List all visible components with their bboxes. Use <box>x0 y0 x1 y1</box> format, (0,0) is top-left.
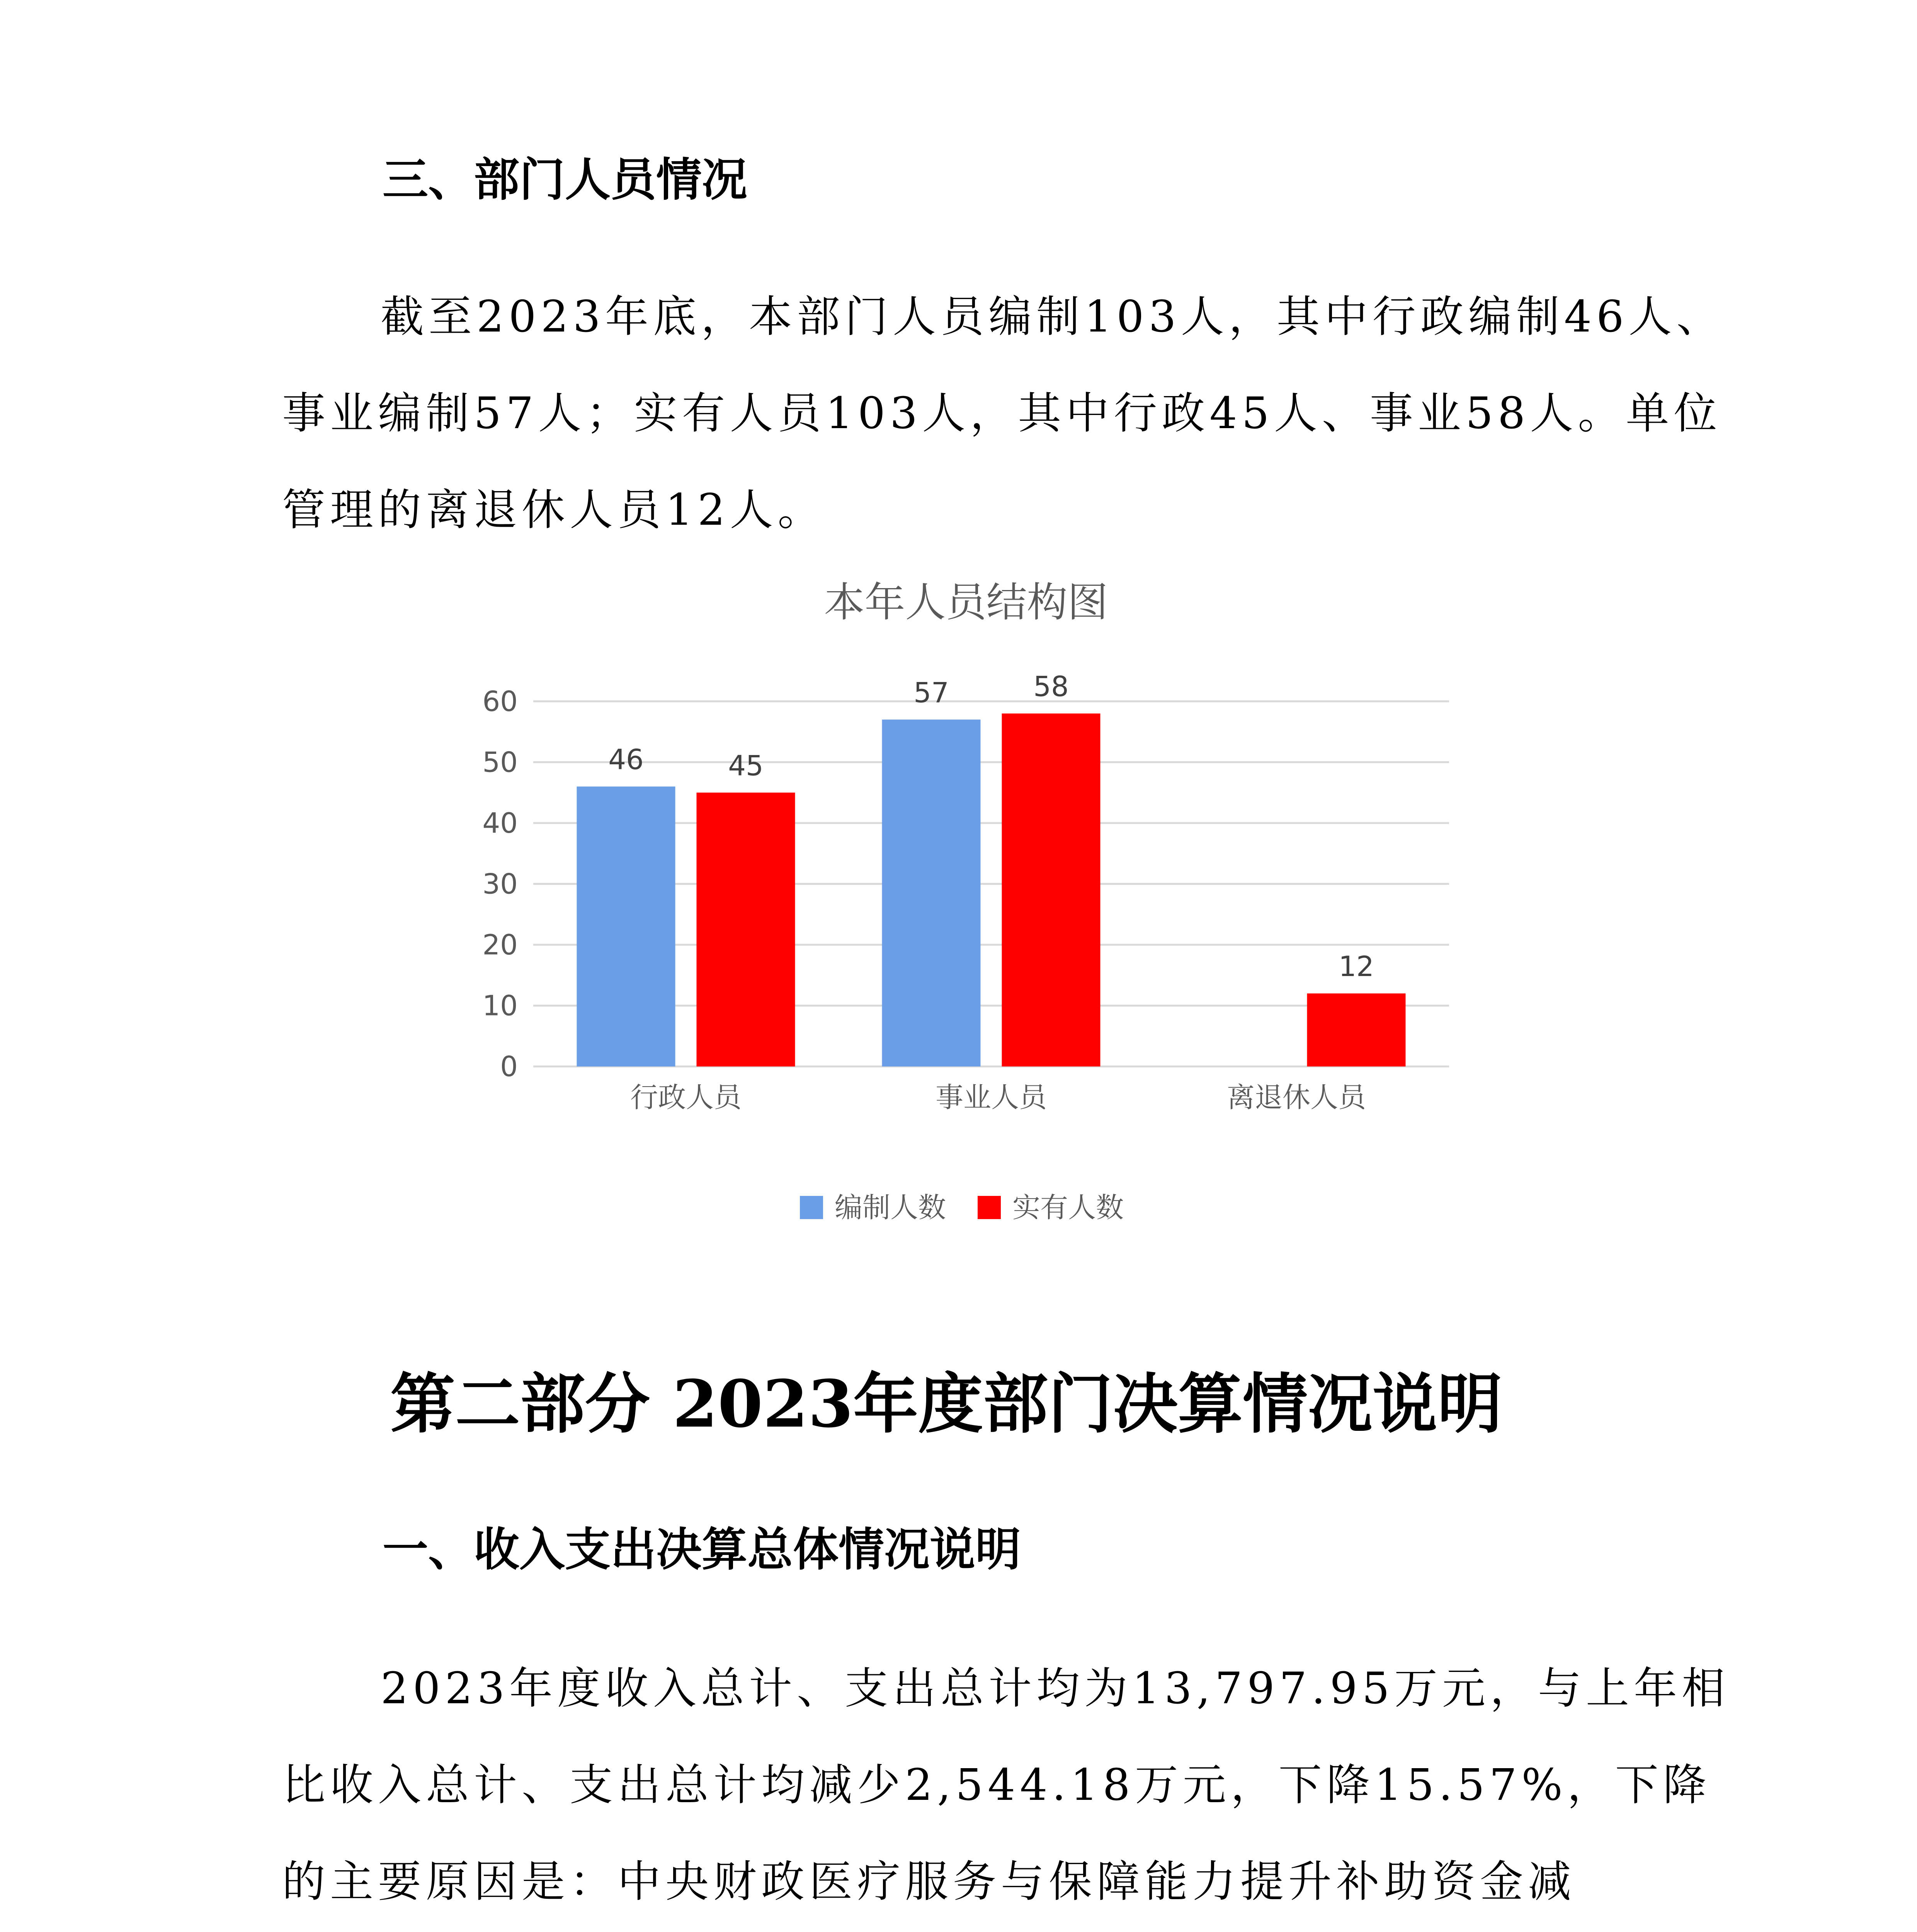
section-heading-income-expense: 一、收入支出决算总体情况说明 <box>383 1523 1021 1576</box>
bar <box>697 793 795 1066</box>
data-label: 12 <box>1339 950 1374 983</box>
chart-title: 本年人员结构图 <box>824 579 1108 626</box>
paragraph-line: 的主要原因是：中央财政医疗服务与保障能力提升补助资金减 <box>282 1857 1576 1907</box>
data-label: 58 <box>1033 670 1069 703</box>
bar <box>1307 993 1406 1066</box>
data-label: 57 <box>913 676 949 709</box>
legend-label: 编制人数 <box>835 1191 946 1224</box>
y-tick-label: 10 <box>482 989 518 1022</box>
data-label: 46 <box>608 743 644 776</box>
bar <box>1002 714 1101 1067</box>
y-tick-label: 20 <box>482 929 518 961</box>
x-tick-label: 事业人员 <box>935 1081 1047 1114</box>
data-label: 45 <box>728 749 764 782</box>
legend-swatch <box>800 1196 823 1219</box>
y-tick-label: 60 <box>482 685 518 718</box>
y-tick-label: 0 <box>500 1050 518 1083</box>
paragraph-line: 截至2023年底，本部门人员编制103人，其中行政编制46人、 <box>381 292 1725 342</box>
personnel-structure-chart <box>425 560 1507 1275</box>
bar <box>577 787 675 1067</box>
y-tick-label: 40 <box>482 807 518 839</box>
paragraph-line <box>282 1930 378 1932</box>
y-tick-label: 50 <box>482 746 518 779</box>
paragraph-line: 管理的离退休人员12人。 <box>282 485 826 535</box>
paragraph-line: 事业编制57人；实有人员103人，其中行政45人、事业58人。单位 <box>282 388 1722 439</box>
y-tick-label: 30 <box>482 867 518 900</box>
bar <box>882 719 981 1066</box>
legend-swatch <box>978 1196 1001 1219</box>
x-tick-label: 行政人员 <box>630 1081 742 1114</box>
part-two-title: 第二部分 2023年度部门决算情况说明 <box>390 1366 1503 1442</box>
paragraph-line: 比收入总计、支出总计均减少2,544.18万元，下降15.57%，下降 <box>282 1760 1711 1810</box>
x-tick-label: 离退休人员 <box>1226 1081 1366 1114</box>
paragraph-line: 2023年度收入总计、支出总计均为13,797.95万元，与上年相 <box>381 1663 1730 1714</box>
legend-label: 实有人数 <box>1012 1191 1124 1224</box>
section-heading-personnel: 三、部门人员情况 <box>383 153 748 206</box>
